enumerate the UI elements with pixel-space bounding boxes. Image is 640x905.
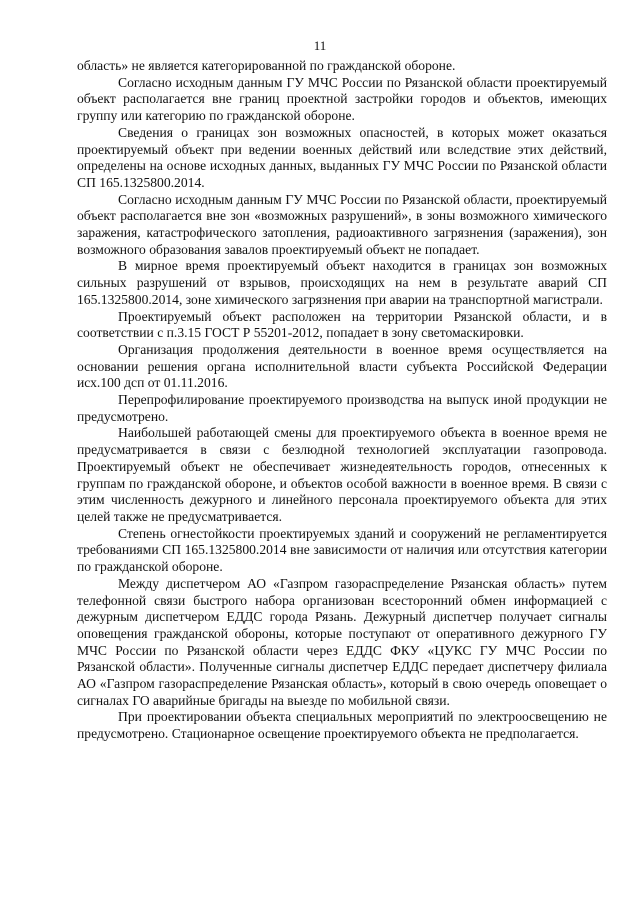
- paragraph-fire-resistance: Степень огнестойкости проектируемых зданий и сооружений не регламентируется требованиями СП 165.1325800.2014 вне зависимости от наличия или отсутствия категории по гражданской обороне.: [77, 525, 607, 575]
- paragraph-wartime-operation: Организация продолжения деятельности в военное время осуществляется на основании решения органа исполнительной власти субъекта Российской Федерации исх.100 дсп от 01.11.2016.: [77, 341, 607, 391]
- paragraph-continuation: область» не является категорированной по гражданской обороне.: [77, 58, 456, 73]
- paragraph-construction-zone: Согласно исходным данным ГУ МЧС России по Рязанской области проектируемый объект располагается вне границ проектной застройки городов и объектов, имеющих группу или категорию по гражданской обороне.: [77, 74, 607, 124]
- paragraph-reprofiling: Перепрофилирование проектируемого производства на выпуск иной продукции не предусмотрено.: [77, 392, 607, 424]
- paragraph-hazard-zones-info: Сведения о границах зон возможных опасностей, в которых может оказаться проектируемый объект при ведении военных действий или вследствие этих действий, определены на основе исходных данных, выданных ГУ МЧС России по Рязанской области СП 165.1325800.2014.: [77, 124, 607, 190]
- page-number: 11: [313, 38, 327, 53]
- paragraph-dispatcher-communication: Между диспетчером АО «Газпром газораспределение Рязанская область» путем телефонной связи быстрого набора организован всесторонний обмен информацией с дежурным диспетчером ЕДДС города Рязань. Дежурный диспетчер получает сигналы оповещения гражданской обороны, которые поступают от оперативного дежурного ГУ МЧС России по Рязанской области через ЕДДС ФКУ «ЦУКС ГУ МЧС России по Рязанской области». Полученные сигналы диспетчер ЕДДС передает диспетчеру филиала АО «Газпром газораспределение Рязанская область», который в свою очередь оповещает о сигналах ГО аварийные бригады на выезде по мобильной связи.: [77, 575, 607, 708]
- paragraph-lighting: При проектировании объекта специальных мероприятий по электроосвещению не предусмотрено. Стационарное освещение проектируемого объекта не предполагается.: [77, 709, 607, 742]
- paragraph-destruction-zones: Согласно исходным данным ГУ МЧС России по Рязанской области, проектируемый объект располагается вне зон «возможных разрушений», в зоны возможного химического заражения, катастрофического затопления, радиоактивного загрязнения (заражения), зон возможного образования завалов проектируемый объект не попадает.: [77, 191, 607, 257]
- paragraph-light-masking: Проектируемый объект расположен на территории Рязанской области, и в соответствии с п.3.15 ГОСТ Р 55201-2012, попадает в зону светомаскировки.: [77, 308, 607, 341]
- document-body: [77, 58, 607, 743]
- paragraph-peacetime-zones: В мирное время проектируемый объект находится в границах зон возможных сильных разрушений от взрывов, происходящих на нем в результате аварий СП 165.1325800.2014, зоне химического загрязнения при аварии на транспортной магистрали.: [77, 258, 607, 307]
- paragraph-working-shift: Наибольшей работающей смены для проектируемого объекта в военное время не предусматривается в связи с безлюдной технологией эксплуатации газопровода. Проектируемый объект не обеспечивает жизнедеятельность городов, отнесенных к группам по гражданской обороне, и объектов особой важности в военное время. В связи с этим численность дежурного и линейного персонала проектируемого объекта для этих целей также не предусматривается.: [77, 425, 607, 524]
